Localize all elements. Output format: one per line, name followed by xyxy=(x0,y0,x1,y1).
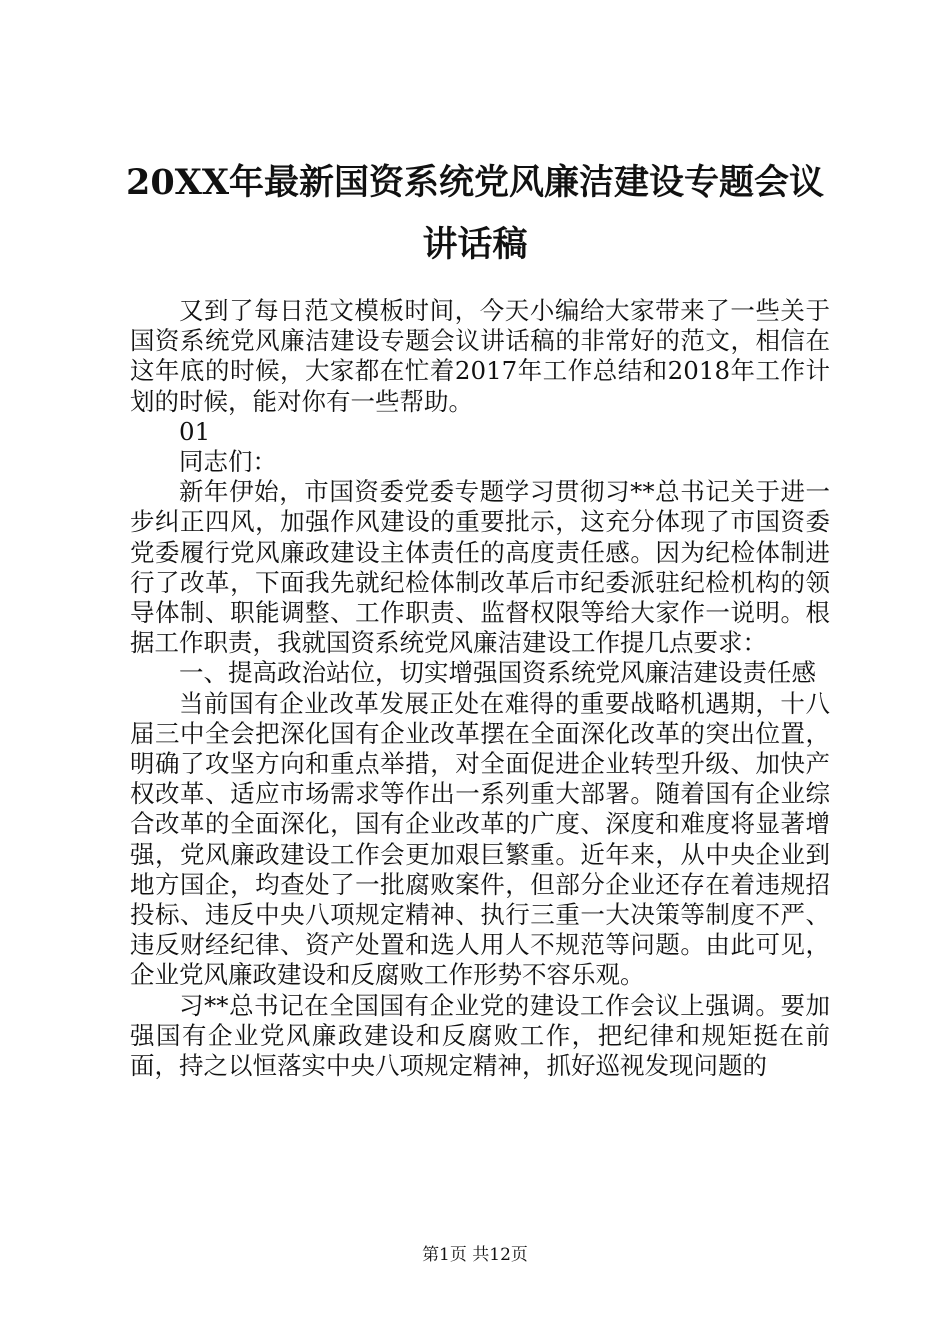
section-heading: 一、提高政治站位，切实增强国资系统党风廉洁建设责任感 xyxy=(179,658,816,688)
salutation: 同志们： xyxy=(179,447,277,477)
document-title-line-2: 讲话稿 xyxy=(422,224,528,265)
body-paragraph: 新年伊始，市国资委党委专题学习贯彻习**总书记关于进一步纠正四风，加强作风建设的重要批示，这充分体现了市国资委党委履行党风廉政建设主体责任的高度责任感。因为纪检体制进行了改革，下面我先就纪检体制改革后市纪委派驻纪检机构的领导体制、职能调整、工作职责、监督权限等给大家作一说明。根据工作职责，我就国资系统党风廉洁建设工作提几点要求： xyxy=(130,477,830,658)
document-body xyxy=(130,296,830,1081)
intro-paragraph: 又到了每日范文模板时间，今天小编给大家带来了一些关于国资系统党风廉洁建设专题会议讲话稿的非常好的范文，相信在这年底的时候，大家都在忙着2017年工作总结和2018年工作计划的时候，能对你有一些帮助。 xyxy=(130,296,830,416)
body-paragraph: 习**总书记在全国国有企业党的建设工作会议上强调。要加强国有企业党风廉政建设和反腐败工作，把纪律和规矩挺在前面，持之以恒落实中央八项规定精神，抓好巡视发现问题的 xyxy=(130,990,830,1081)
section-number: 01 xyxy=(179,416,211,446)
page-number-footer: 第1页 共12页 xyxy=(422,1245,528,1265)
document-title-line-1: 20XX年最新国资系统党风廉洁建设专题会议 xyxy=(125,162,825,203)
body-paragraph: 当前国有企业改革发展正处在难得的重要战略机遇期，十八届三中全会把深化国有企业改革摆在全面深化改革的突出位置，明确了攻坚方向和重点举措，对全面促进企业转型升级、加快产权改革、适应市场需求等作出一系列重大部署。随着国有企业综合改革的全面深化，国有企业改革的广度、深度和难度将显著增强，党风廉政建设工作会更加艰巨繁重。近年来，从中央企业到地方国企，均查处了一批腐败案件，但部分企业还存在着违规招投标、违反中央八项规定精神、执行三重一大决策等制度不严、违反财经纪律、资产处置和选人用人不规范等问题。由此可见，企业党风廉政建设和反腐败工作形势不容乐观。 xyxy=(130,688,830,990)
